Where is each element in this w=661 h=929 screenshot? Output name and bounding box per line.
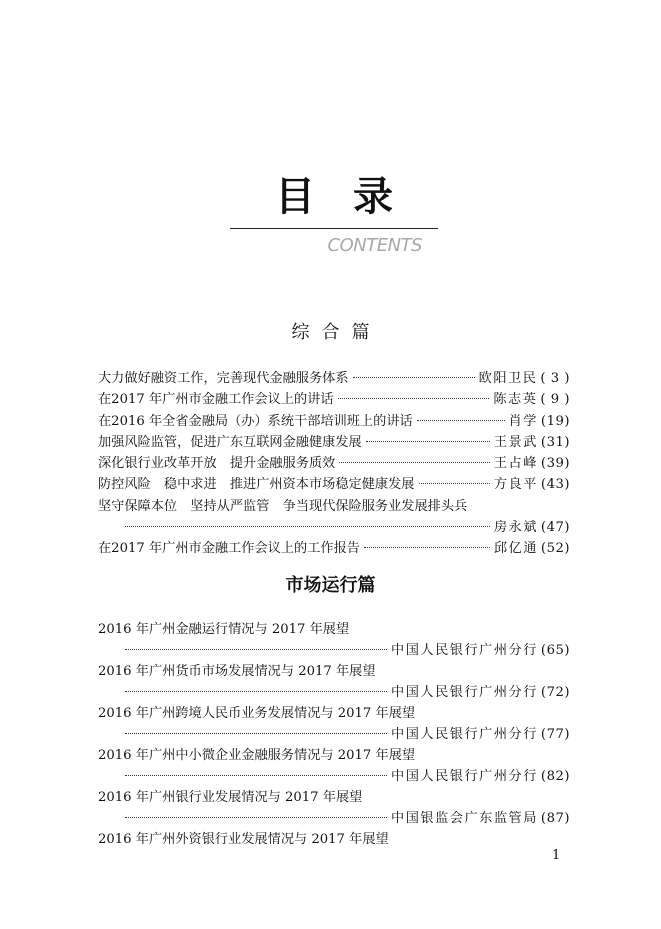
toc-entry-continuation[interactable] (98, 724, 570, 745)
entry-page: (19) (540, 413, 570, 429)
dot-leader (125, 649, 387, 650)
toc-entry[interactable] (98, 703, 570, 724)
toc-entry-continuation[interactable] (98, 682, 570, 703)
section-heading-market: 市场运行篇 (285, 575, 376, 596)
entry-author: 王占峰 (493, 456, 538, 472)
entry-title: 2016 年广州银行业发展情况与 2017 年展望 (98, 790, 363, 805)
dot-leader (125, 691, 387, 692)
entry-author: 中国人民银行广州分行 (391, 727, 538, 742)
toc-entry-continuation[interactable] (98, 517, 570, 538)
entry-page: (72) (540, 685, 570, 700)
entry-title: 2016 年广州金融运行情况与 2017 年展望 (98, 622, 350, 637)
page-number: 1 (552, 848, 561, 863)
section-market-entries (98, 619, 570, 850)
entry-page: (82) (540, 769, 570, 784)
dot-leader (125, 526, 490, 527)
entry-author: 陈志英 (493, 392, 538, 408)
dot-leader (125, 775, 387, 776)
section-general-entries (98, 368, 570, 560)
toc-entry[interactable] (98, 411, 570, 432)
entry-page: (39) (540, 456, 570, 472)
entry-title: 在2017 年广州市金融工作会议上的工作报告 (98, 541, 360, 557)
entry-author: 中国银监会广东监管局 (391, 811, 538, 826)
dot-leader (417, 420, 505, 421)
entry-page: (52) (540, 541, 570, 557)
toc-entry[interactable] (98, 829, 570, 850)
dot-leader (338, 398, 490, 399)
entry-title: 2016 年广州中小微企业金融服务情况与 2017 年展望 (98, 748, 416, 763)
toc-entry[interactable] (98, 661, 570, 682)
entry-title: 在2017 年广州市金融工作会议上的讲话 (98, 392, 334, 408)
toc-entry[interactable] (98, 368, 570, 389)
toc-title: 目录 (275, 174, 431, 220)
dot-leader (364, 547, 490, 548)
entry-author: 欧阳卫民 (478, 371, 538, 386)
entry-author: 方良平 (493, 477, 538, 493)
dot-leader (125, 733, 387, 734)
toc-entry[interactable] (98, 389, 570, 410)
entry-title: 2016 年广州外资银行业发展情况与 2017 年展望 (98, 832, 389, 847)
entry-page: ( 3 ) (540, 371, 570, 386)
dot-leader (419, 483, 490, 484)
entry-title: 大力做好融资工作，完善现代金融服务体系 (98, 371, 349, 386)
entry-page: (31) (540, 434, 570, 450)
toc-entry[interactable] (98, 432, 570, 453)
entry-title: 2016 年广州跨境人民币业务发展情况与 2017 年展望 (98, 706, 416, 721)
toc-entry[interactable] (98, 474, 570, 495)
entry-title: 坚守保障本位 坚持从严监管 争当现代保险服务业发展排头兵 (98, 498, 468, 514)
toc-subtitle: CONTENTS (327, 235, 422, 256)
entry-author: 中国人民银行广州分行 (391, 769, 538, 784)
title-divider (230, 228, 438, 229)
dot-leader (353, 377, 475, 378)
entry-title: 在2016 年全省金融局（办）系统干部培训班上的讲话 (98, 413, 413, 429)
toc-entry-continuation[interactable] (98, 766, 570, 787)
toc-entry-continuation[interactable] (98, 808, 570, 829)
toc-entry[interactable] (98, 496, 570, 517)
entry-page: (65) (540, 643, 570, 658)
dot-leader (339, 462, 489, 463)
toc-entry[interactable] (98, 619, 570, 640)
entry-page: (87) (540, 811, 570, 826)
section-heading-general: 综合篇 (291, 322, 382, 343)
entry-page: (77) (540, 727, 570, 742)
entry-page: (43) (540, 477, 570, 493)
entry-title: 2016 年广州货币市场发展情况与 2017 年展望 (98, 664, 376, 679)
entry-author: 王景武 (493, 434, 538, 450)
toc-entry[interactable] (98, 453, 570, 474)
entry-title: 深化银行业改革开放 提升金融服务质效 (98, 456, 336, 472)
dot-leader (125, 817, 387, 818)
entry-page: ( 9 ) (540, 392, 570, 408)
entry-author: 肖学 (508, 413, 538, 429)
entry-title: 加强风险监管，促进广东互联网金融健康发展 (98, 434, 362, 450)
toc-entry-continuation[interactable] (98, 640, 570, 661)
dot-leader (366, 441, 490, 442)
entry-author: 中国人民银行广州分行 (391, 685, 538, 700)
entry-title: 防控风险 稳中求进 推进广州资本市场稳定健康发展 (98, 477, 415, 493)
entry-author: 房永斌 (493, 520, 538, 536)
entry-page: (47) (540, 520, 570, 536)
toc-entry[interactable] (98, 538, 570, 559)
toc-entry[interactable] (98, 787, 570, 808)
entry-author: 邱亿通 (493, 541, 538, 557)
toc-entry[interactable] (98, 745, 570, 766)
entry-author: 中国人民银行广州分行 (391, 643, 538, 658)
